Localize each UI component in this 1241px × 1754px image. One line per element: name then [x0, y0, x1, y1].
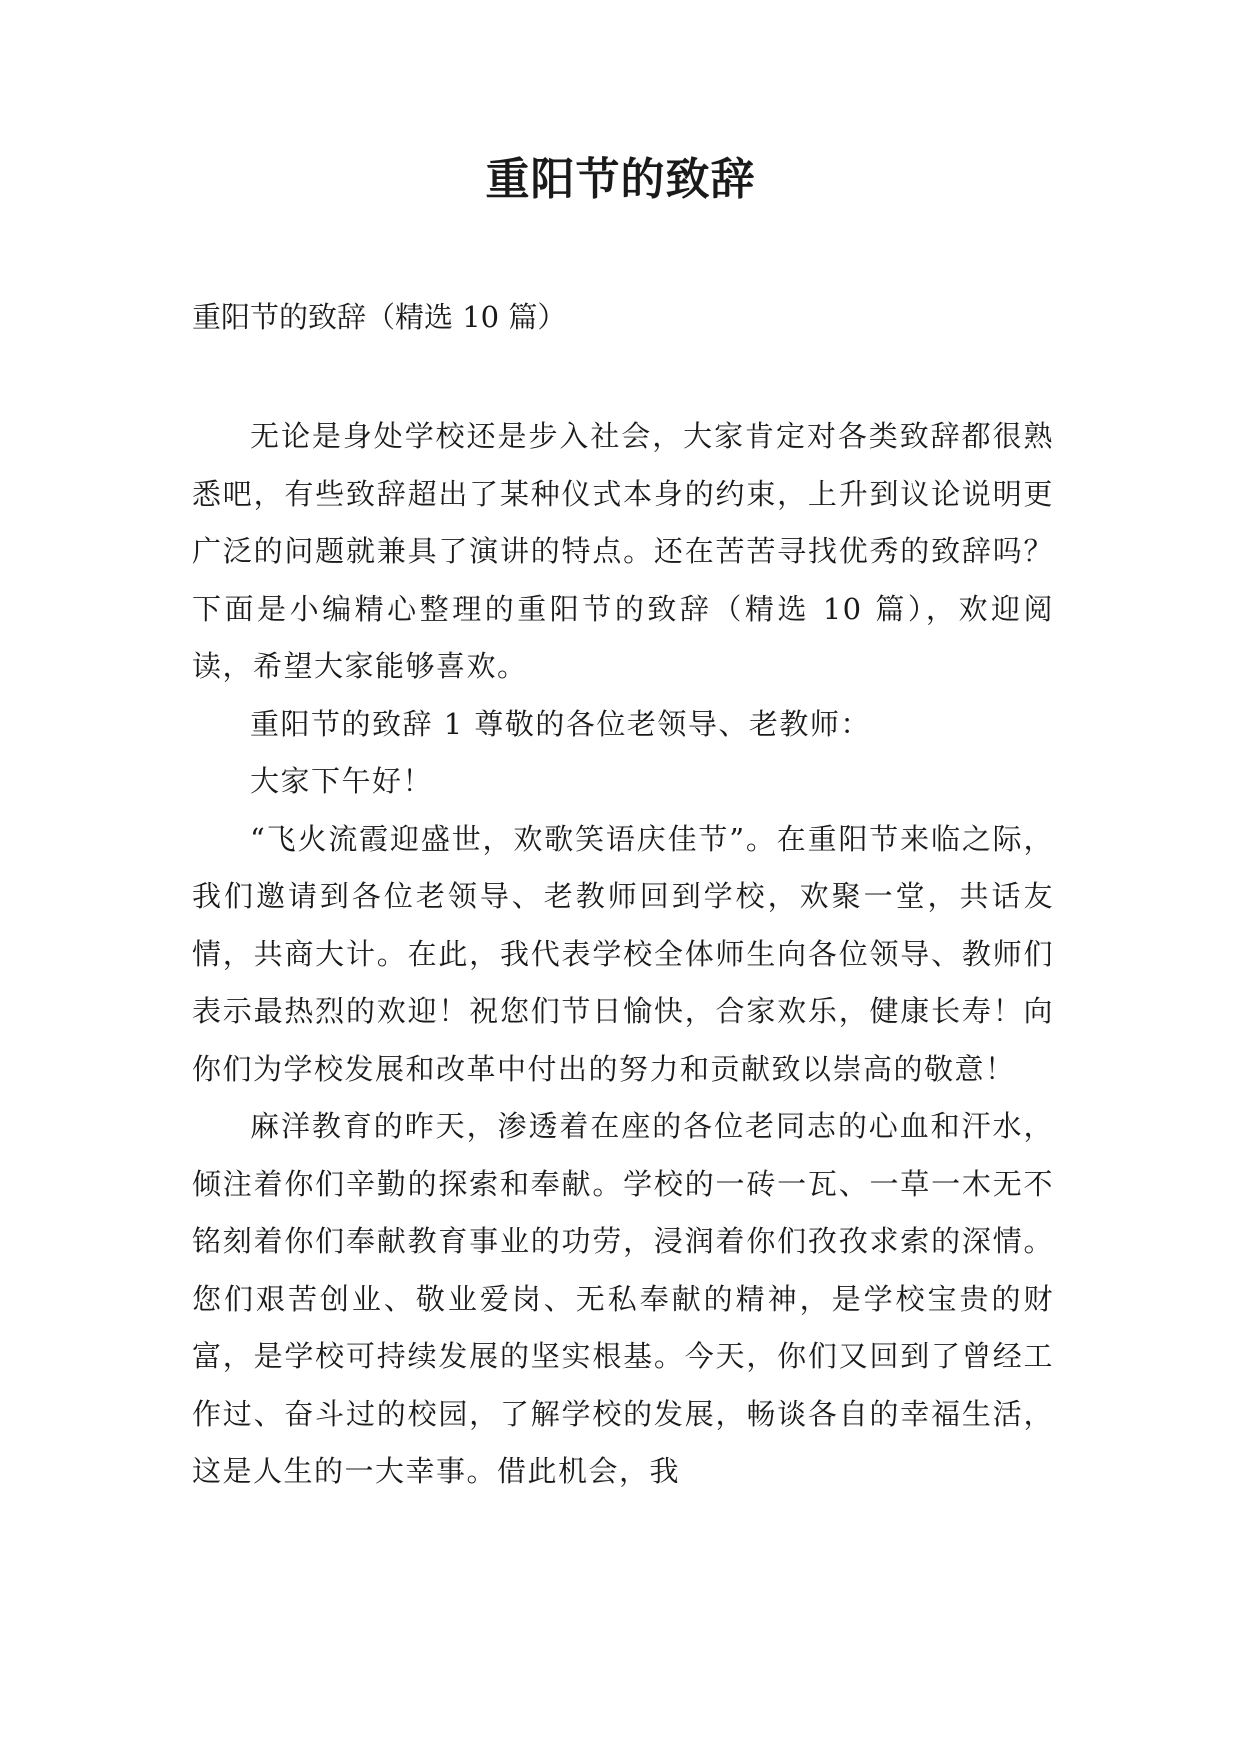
paragraph-greeting: 大家下午好！ [250, 764, 434, 798]
paragraph-intro: 无论是身处学校还是步入社会，大家肯定对各类致辞都很熟悉吧，有些致辞超出了某种仪式本身的约束，上升到议论说明更广泛的问题就兼具了演讲的特点。还在苦苦寻找优秀的致辞吗？下面是小编精心整理的重阳节的致辞（精选 10 篇），欢迎阅读，希望大家能够喜欢。 [192, 419, 1054, 683]
document-subtitle: 重阳节的致辞（精选 10 篇） [192, 300, 567, 334]
paragraph-history: 麻洋教育的昨天，渗透着在座的各位老同志的心血和汗水，倾注着你们辛勤的探索和奉献。学校的一砖一瓦、一草一木无不铭刻着你们奉献教育事业的功劳，浸润着你们孜孜求索的深情。您们艰苦创业、敬业爱岗、无私奉献的精神，是学校宝贵的财富，是学校可持续发展的坚实根基。今天，你们又回到了曾经工作过、奋斗过的校园，了解学校的发展，畅谈各自的幸福生活，这是人生的一大幸事。借此机会，我 [192, 1109, 1054, 1488]
document-title: 重阳节的致辞 [485, 154, 756, 205]
paragraph-salutation: 重阳节的致辞 1 尊敬的各位老领导、老教师： [250, 706, 871, 741]
paragraph-welcome: “飞火流霞迎盛世，欢歌笑语庆佳节”。在重阳节来临之际，我们邀请到各位老领导、老教师回到学校，欢聚一堂，共话友情，共商大计。在此，我代表学校全体师生向各位领导、教师们表示最热烈的欢迎！祝您们节日愉快，合家欢乐，健康长寿！向你们为学校发展和改革中付出的努力和贡献致以崇高的敬意！ [192, 821, 1054, 1086]
document-body [192, 408, 1054, 1501]
